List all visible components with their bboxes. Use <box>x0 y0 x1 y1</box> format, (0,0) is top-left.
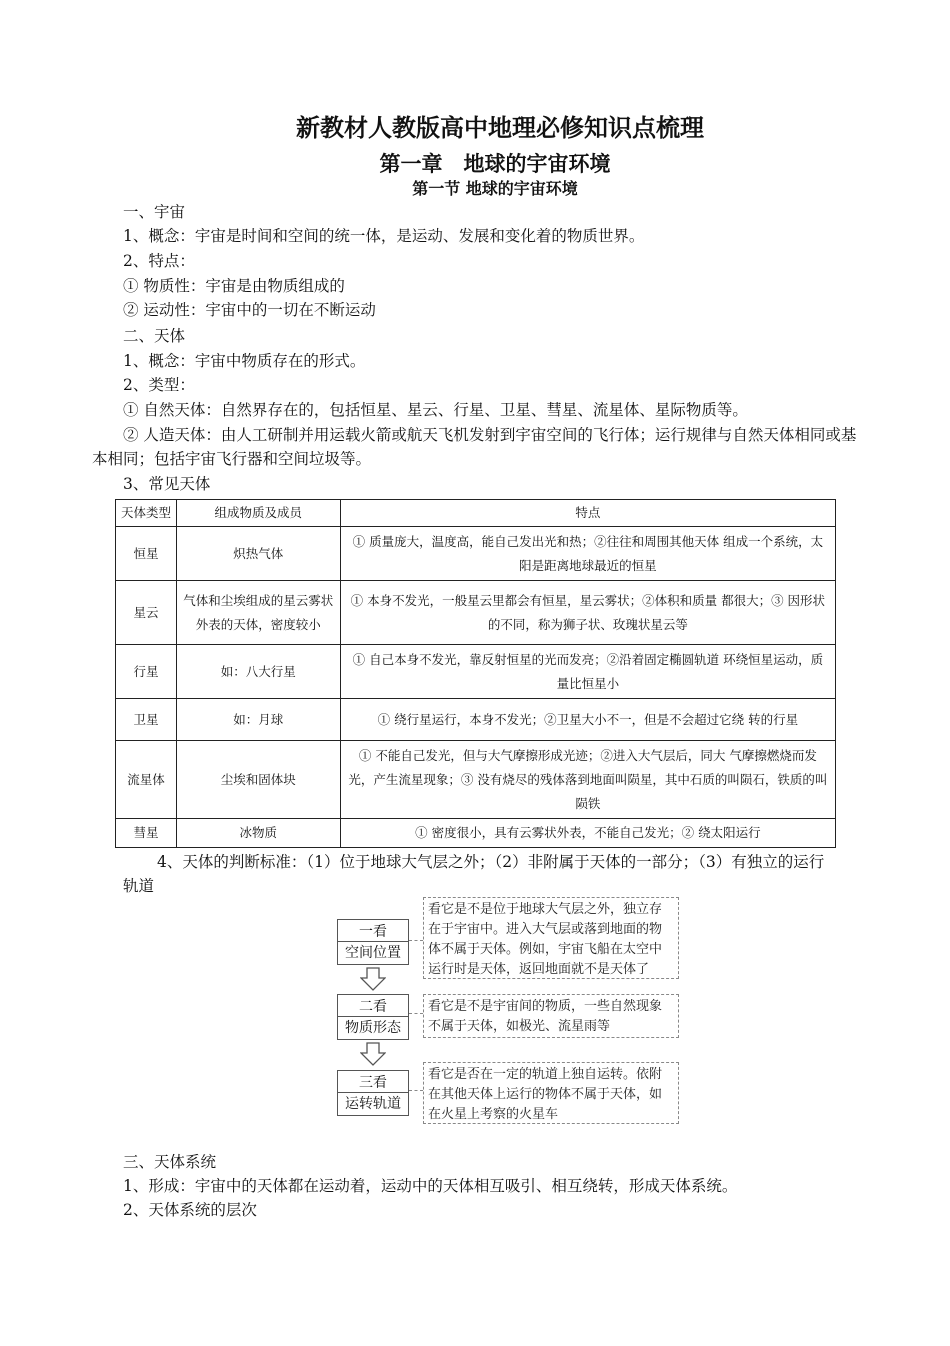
paragraph: ② 人造天体：由人工研制并用运载火箭或航天飞机发射到宇宙空间的飞行体；运行规律与自然天体相同或基本相同；包括宇宙飞行器和空间垃圾等。 <box>92 426 857 468</box>
table-row <box>116 645 836 699</box>
heading-universe: 一、宇宙 <box>123 203 186 221</box>
table-cell: ① 本身不发光，一般星云里都会有恒星，星云雾状；②体积和质量 都很大；③ 因形状的不同，称为狮子状、玫瑰状星云等 <box>340 581 835 645</box>
table-header-row <box>116 500 836 527</box>
table-cell: ① 密度很小，具有云雾状外表，不能自己发光；② 绕太阳运行 <box>340 819 835 848</box>
table-cell: 星云 <box>116 581 177 645</box>
table-row <box>116 819 836 848</box>
table-cell: 炽热气体 <box>176 527 340 581</box>
flow-step-2 <box>337 994 409 1040</box>
paragraph: ② 运动性：宇宙中的一切在不断运动 <box>123 301 376 319</box>
flow-note-3: 看它是否在一定的轨道上独自运转。依附在其他天体上运行的物体不属于天体，如在火星上考察的火星车 <box>423 1062 679 1124</box>
table-header: 组成物质及成员 <box>176 500 340 527</box>
flow-step-label: 二看 <box>359 999 387 1015</box>
table-cell: ① 不能自己发光，但与大气摩擦形成光迹；②进入大气层后，同大 气摩擦燃烧而发光，产生流星现象；③ 没有烧尽的残体落到地面叫陨星，其中石质的叫陨石，铁质的叫陨铁 <box>340 741 835 819</box>
table-row <box>116 741 836 819</box>
table-row <box>116 527 836 581</box>
chapter-title: 第一章 地球的宇宙环境 <box>379 151 611 176</box>
document-title: 新教材人教版高中地理必修知识点梳理 <box>296 113 704 142</box>
heading-celestial-systems: 三、天体系统 <box>123 1153 217 1171</box>
flow-step-name: 空间位置 <box>338 941 408 964</box>
table-cell: ① 绕行星运行，本身不发光；②卫星大小不一，但是不会超过它绕 转的行星 <box>340 699 835 741</box>
paragraph: ① 自然天体：自然界存在的，包括恒星、星云、行星、卫星、彗星、流星体、星际物质等。 <box>123 401 748 419</box>
table-cell: 彗星 <box>116 819 177 848</box>
flow-step-name: 运转轨道 <box>338 1092 408 1115</box>
table-cell: 卫星 <box>116 699 177 741</box>
down-arrow-icon <box>360 1042 386 1066</box>
flow-step-3 <box>337 1070 409 1116</box>
paragraph: 2、天体系统的层次 <box>123 1201 257 1219</box>
flow-step-name: 物质形态 <box>338 1016 408 1039</box>
flow-note-1: 看它是不是位于地球大气层之外，独立存在于宇宙中。进入大气层或落到地面的物体不属于天体。例如，宇宙飞船在太空中运行时是天体，返回地面就不是天体了 <box>423 897 679 979</box>
table-row <box>116 581 836 645</box>
section-title: 第一节 地球的宇宙环境 <box>412 179 578 198</box>
table-cell: 冰物质 <box>176 819 340 848</box>
table-row <box>116 699 836 741</box>
table-cell: ① 自己本身不发光，靠反射恒星的光而发亮；②沿着固定椭圆轨道 环绕恒星运动，质量比恒星小 <box>340 645 835 699</box>
table-header: 特点 <box>340 500 835 527</box>
flow-step-label: 一看 <box>359 924 387 940</box>
table-cell: 如：八大行星 <box>176 645 340 699</box>
paragraph: 1、概念：宇宙中物质存在的形式。 <box>123 352 366 370</box>
flow-step-label: 三看 <box>359 1075 387 1091</box>
paragraph: 1、形成：宇宙中的天体都在运动着，运动中的天体相互吸引、相互绕转，形成天体系统。 <box>123 1177 738 1195</box>
down-arrow-icon <box>360 967 386 991</box>
connector <box>409 940 423 941</box>
flow-note-2: 看它是不是宇宙间的物质，一些自然现象不属于天体，如极光、流星雨等 <box>423 994 679 1038</box>
table-cell: 流星体 <box>116 741 177 819</box>
paragraph: 1、概念：宇宙是时间和空间的统一体，是运动、发展和变化着的物质世界。 <box>123 227 645 245</box>
table-cell: 行星 <box>116 645 177 699</box>
paragraph: 3、常见天体 <box>123 475 211 493</box>
table-cell: 尘埃和固体块 <box>176 741 340 819</box>
table-cell: ① 质量庞大，温度高，能自己发出光和热；②往往和周围其他天体 组成一个系统，太阳是距离地球最近的恒星 <box>340 527 835 581</box>
table-cell: 气体和尘埃组成的星云雾状外表的天体，密度较小 <box>176 581 340 645</box>
table-cell: 如：月球 <box>176 699 340 741</box>
paragraph: 2、特点： <box>123 252 195 270</box>
heading-celestial-bodies: 二、天体 <box>123 327 186 345</box>
paragraph: 2、类型： <box>123 376 195 394</box>
paragraph: 4、天体的判断标准：（1）位于地球大气层之外；（2）非附属于天体的一部分；（3）有独立的运行轨道 <box>123 853 825 895</box>
connector <box>409 1013 423 1014</box>
paragraph: ① 物质性：宇宙是由物质组成的 <box>123 277 345 295</box>
table-header: 天体类型 <box>116 500 177 527</box>
celestial-bodies-table <box>115 499 836 848</box>
connector <box>409 1090 423 1091</box>
table-cell: 恒星 <box>116 527 177 581</box>
flow-step-1 <box>337 919 409 965</box>
